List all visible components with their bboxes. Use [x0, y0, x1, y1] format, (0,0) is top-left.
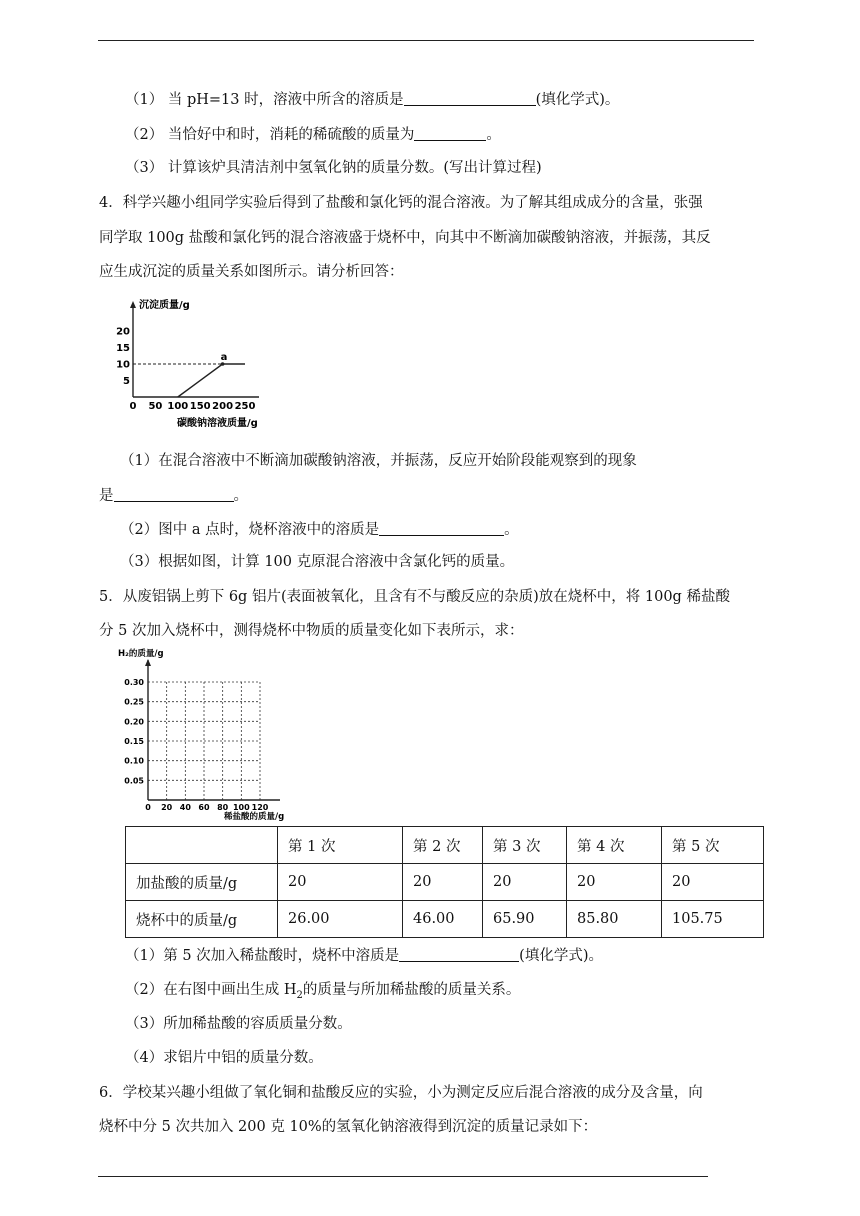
q4-sub-2: （2）图中 a 点时，烧杯溶液中的溶质是 。 — [120, 519, 519, 540]
q3-part-3: （3） 计算该炉具清洁剂中氢氧化钠的质量分数。(写出计算过程) — [125, 160, 542, 176]
y-tick-label: 0.25 — [124, 697, 144, 707]
y-tick-label: 0.10 — [124, 756, 144, 766]
x-tick-label: 60 — [198, 803, 210, 812]
q5-sub-2: （2）在右图中画出生成 $H_2$的质量与所加稀盐酸的质量关系。 — [125, 982, 521, 1001]
y-tick-label: 15 — [116, 343, 130, 354]
q5-sub-1: （1）第 5 次加入稀盐酸时，烧杯中溶质是 (填化学式)。 — [125, 945, 603, 966]
table-cell: 46.00 — [403, 901, 483, 938]
y-axis-label: H₂的质量/g — [118, 649, 164, 659]
q4-stem-line-3: 应生成沉淀的质量关系如图所示。请分析回答： — [99, 264, 404, 280]
table-cell: 烧杯中的质量/g — [126, 901, 278, 938]
table-cell: 20 — [662, 864, 764, 901]
q3-part-2: （2） 当恰好中和时，消耗的稀硫酸的质量为 。 — [125, 124, 501, 145]
table-cell: 20 — [403, 864, 483, 901]
q4-sub-1-line-1: （1）在混合溶液中不断滴加碳酸钠溶液，并振荡，反应开始阶段能观察到的现象 — [120, 453, 637, 469]
answer-blank[interactable] — [399, 945, 519, 962]
y-axis-label: 沉淀质量/g — [139, 300, 190, 311]
y-tick-label: 0.20 — [124, 717, 144, 727]
table-cell: 105.75 — [662, 901, 764, 938]
q4-stem-line-1: 4．科学兴趣小组同学实验后得到了盐酸和氯化钙的混合溶液。为了解其组成成分的含量，张强 — [99, 195, 703, 211]
table-cell: 第 2 次 — [403, 827, 483, 864]
q5-stem-line-1: 5．从废铝锅上剪下 6g 铝片(表面被氧化，且含有不与酸反应的杂质)放在烧杯中，将 100g 稀盐酸 — [99, 589, 730, 605]
q6-stem-line-2: 烧杯中分 5 次共加入 200 克 10%的氢氧化钠溶液得到沉淀的质量记录如下： — [99, 1119, 598, 1135]
x-tick-label: 100 — [167, 401, 189, 412]
table-header-row — [126, 827, 764, 864]
table-cell: 20 — [567, 864, 662, 901]
x-tick-label: 40 — [179, 803, 191, 812]
x-tick-label: 0 — [129, 401, 137, 412]
header-rule — [98, 40, 754, 41]
q4-sub-3: （3）根据如图，计算 100 克原混合溶液中含氯化钙的质量。 — [120, 554, 515, 570]
table-cell: 85.80 — [567, 901, 662, 938]
x-tick-label: 20 — [161, 803, 173, 812]
x-axis-label: 碳酸钠溶液质量/g — [177, 418, 258, 429]
q5-sub-3: （3）所加稀盐酸的容质质量分数。 — [125, 1016, 352, 1032]
table-row — [126, 864, 764, 901]
x-tick-label: 0 — [145, 803, 151, 812]
q5-sub-4: （4）求铝片中铝的质量分数。 — [125, 1050, 323, 1066]
x-tick-label: 120 — [251, 803, 269, 812]
table-cell: 第 3 次 — [483, 827, 567, 864]
chart-series — [133, 352, 245, 397]
x-tick-label: 250 — [234, 401, 256, 412]
precipitate-chart — [105, 296, 275, 432]
point-a-label: a — [220, 352, 228, 363]
hydrogen-chart[interactable] — [112, 644, 292, 822]
y-tick-labels — [116, 327, 130, 388]
table-cell: 第 5 次 — [662, 827, 764, 864]
x-tick-label: 100 — [232, 803, 250, 812]
y-tick-label: 5 — [123, 376, 130, 387]
table-cell: 20 — [278, 864, 403, 901]
acid-mass-table — [125, 826, 764, 938]
chart-axes — [130, 301, 259, 397]
q4-sub-1-line-2: 是 。 — [99, 485, 248, 506]
answer-blank[interactable] — [414, 124, 486, 141]
y-tick-label: 0.15 — [124, 737, 144, 746]
x-tick-labels — [145, 803, 269, 812]
answer-blank[interactable] — [114, 485, 234, 502]
y-tick-label: 10 — [116, 359, 130, 371]
q6-stem-line-1: 6．学校某兴趣小组做了氧化铜和盐酸反应的实验，小为测定反应后混合溶液的成分及含量，向 — [99, 1085, 703, 1101]
answer-blank[interactable] — [379, 519, 504, 536]
series-line — [178, 364, 245, 397]
footer-rule — [98, 1176, 708, 1177]
x-tick-label: 150 — [189, 401, 211, 412]
y-axis-arrow — [145, 659, 151, 666]
table-cell: 加盐酸的质量/g — [126, 864, 278, 901]
q3-part-1: （1） 当 pH=13 时，溶液中所含的溶质是 (填化学式)。 — [125, 89, 619, 110]
x-axis-label: 稀盐酸的质量/g — [224, 812, 285, 822]
y-axis-arrow — [130, 301, 136, 308]
y-tick-label: 20 — [116, 326, 130, 338]
table-cell: 第 1 次 — [278, 827, 403, 864]
table-cell: 20 — [483, 864, 567, 901]
chart-grid — [148, 682, 260, 800]
y-tick-label: 0.05 — [124, 776, 144, 786]
table-cell: 65.90 — [483, 901, 567, 938]
y-tick-labels — [124, 678, 144, 785]
x-tick-labels — [130, 401, 256, 412]
table-row — [126, 901, 764, 938]
answer-blank[interactable] — [404, 89, 536, 106]
x-tick-label: 80 — [217, 803, 229, 812]
x-tick-label: 200 — [212, 401, 234, 412]
table-cell: 第 4 次 — [567, 827, 662, 864]
y-tick-label: 0.30 — [124, 678, 144, 687]
table-cell: 26.00 — [278, 901, 403, 938]
q4-stem-line-2: 同学取 100g 盐酸和氯化钙的混合溶液盛于烧杯中，向其中不断滴加碳酸钠溶液，并振荡，其反 — [99, 230, 711, 246]
table-cell — [126, 827, 278, 864]
q5-stem-line-2: 分 5 次加入烧杯中，测得烧杯中物质的质量变化如下表所示，求： — [99, 623, 524, 639]
x-tick-label: 50 — [148, 401, 163, 412]
